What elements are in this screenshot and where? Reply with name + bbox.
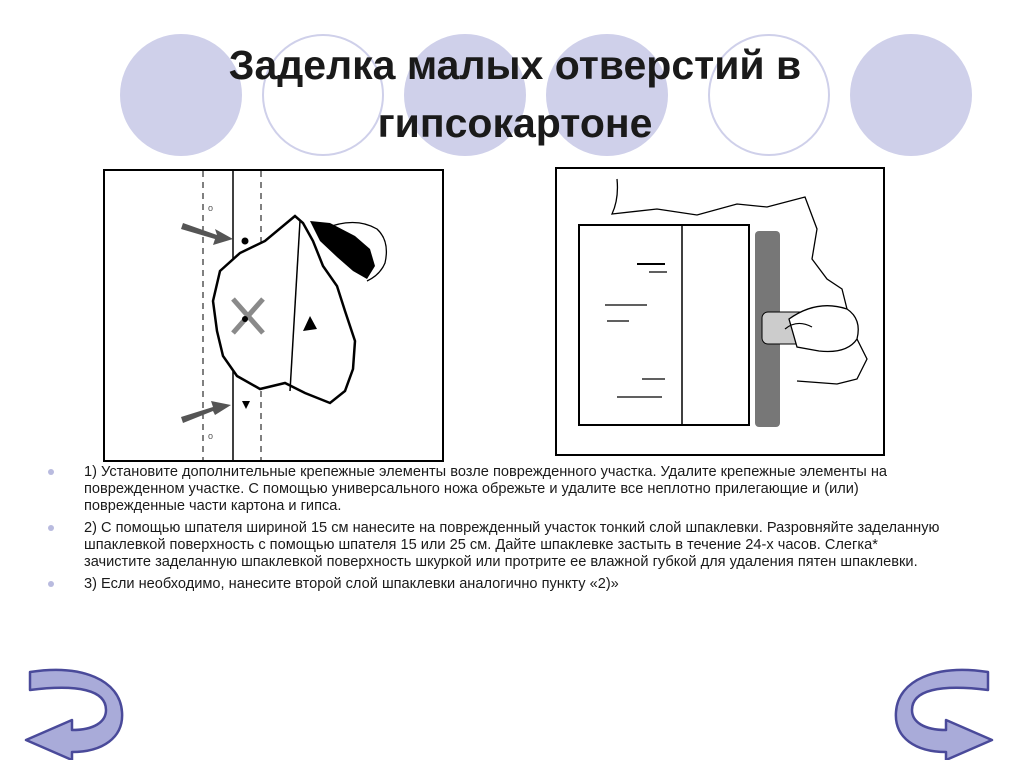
curved-arrow-right-icon xyxy=(888,660,1006,760)
applying-putty-drawing xyxy=(557,169,883,454)
list-item xyxy=(48,576,948,593)
svg-text:o: o xyxy=(208,203,214,213)
bullet-dot xyxy=(48,525,54,531)
list-item xyxy=(48,520,948,571)
illustration-damaged-drywall xyxy=(103,169,444,462)
bullet-dot xyxy=(48,469,54,475)
svg-text:o: o xyxy=(208,431,214,441)
instruction-text: 1) Установите дополнительные крепежные элементы возле поврежденного участка. Удалите крепежные элементы на поврежденном участке. С помощью универсального ножа обрежьте и удалите все неплотно прилегающие и (или) поврежденные части картона и гипса. xyxy=(84,464,887,514)
prev-slide-button[interactable] xyxy=(12,660,130,760)
instruction-list xyxy=(48,464,948,598)
instruction-text: 3) Если необходимо, нанесите второй слой шпаклевки аналогично пункту «2)» xyxy=(84,576,619,592)
damaged-drywall-drawing xyxy=(105,171,442,460)
curved-arrow-left-icon xyxy=(12,660,130,760)
illustration-applying-putty xyxy=(555,167,885,456)
next-slide-button[interactable] xyxy=(888,660,1006,760)
list-item xyxy=(48,464,948,515)
instruction-text: 2) С помощью шпателя шириной 15 см нанесите на поврежденный участок тонкий слой шпаклевки. Разровняйте заделанную шпаклевкой поверхность с помощью шпателя 15 или 25 см. Дайте шпаклевке застыть в течение 24-х часов. Слегка* зачистите заделанную шпаклевкой поверхность шкуркой или протрите ее влажной губкой для удаления пятен шпаклевки. xyxy=(84,520,940,570)
slide-title: Заделка малых отверстий в гипсокартоне xyxy=(228,42,802,146)
bullet-dot xyxy=(48,581,54,587)
